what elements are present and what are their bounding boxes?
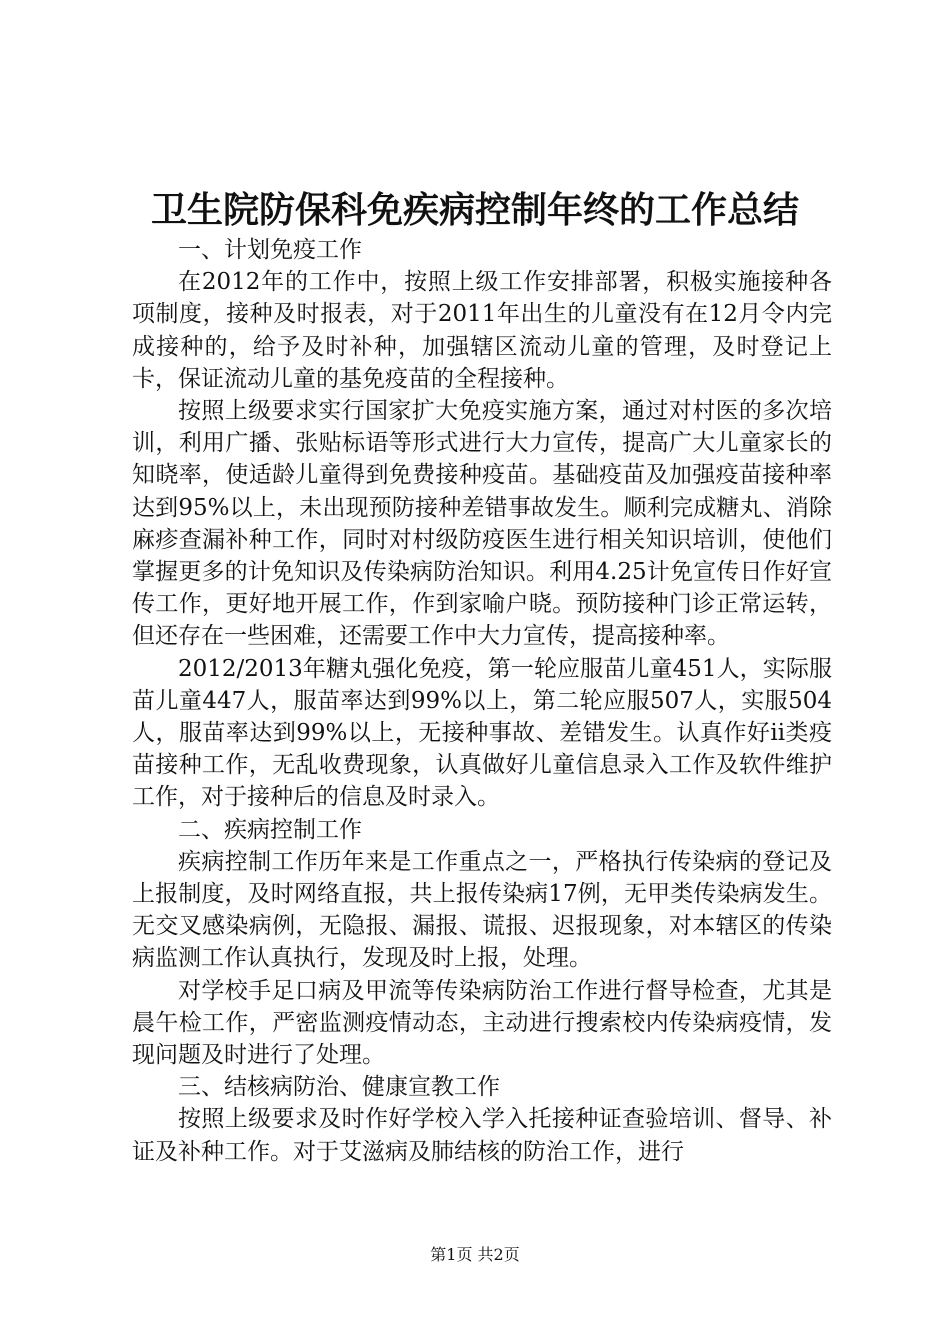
document-title: 卫生院防保科免疾病控制年终的工作总结	[150, 189, 799, 231]
document-body	[132, 234, 832, 1168]
paragraph: 按照上级要求实行国家扩大免疫实施方案，通过对村医的多次培训，利用广播、张贴标语等形式进行大力宣传，提高广大儿童家长的知晓率，使适龄儿童得到免费接种疫苗。基础疫苗及加强疫苗接种率达到95%以上，未出现预防接种差错事故发生。顺利完成糖丸、消除麻疹查漏补种工作，同时对村级防疫医生进行相关知识培训，使他们掌握更多的计免知识及传染病防治知识。利用4.25计免宣传日作好宣传工作，更好地开展工作，作到家喻户晓。预防接种门诊正常运转，但还存在一些困难，还需要工作中大力宣传，提高接种率。	[132, 398, 832, 650]
paragraph: 按照上级要求及时作好学校入学入托接种证查验培训、督导、补证及补种工作。对于艾滋病及肺结核的防治工作，进行	[132, 1106, 832, 1165]
page-footer: 第1页 共2页	[430, 1245, 520, 1264]
paragraph: 对学校手足口病及甲流等传染病防治工作进行督导检查，尤其是晨午检工作，严密监测疫情动态，主动进行搜索校内传染病疫情，发现问题及时进行了处理。	[132, 977, 832, 1069]
paragraph: 疾病控制工作历年来是工作重点之一，严格执行传染病的登记及上报制度，及时网络直报，共上报传染病17例，无甲类传染病发生。无交叉感染病例，无隐报、漏报、谎报、迟报现象，对本辖区的传染病监测工作认真执行，发现及时上报，处理。	[132, 848, 832, 972]
section-heading-tuberculosis: 三、结核病防治、健康宣教工作	[178, 1074, 500, 1101]
section-heading-immunization: 一、计划免疫工作	[178, 237, 362, 263]
paragraph: 在2012年的工作中，按照上级工作安排部署，积极实施接种各项制度，接种及时报表，对于2011年出生的儿童没有在12月令内完成接种的，给予及时补种，加强辖区流动儿童的管理，及时登记上卡，保证流动儿童的基免疫苗的全程接种。	[132, 269, 832, 392]
paragraph: 2012/2013年糖丸强化免疫，第一轮应服苗儿童451人，实际服苗儿童447人，服苗率达到99%以上，第二轮应服507人，实服504人，服苗率达到99%以上，无接种事故、差错发生。认真作好ii类疫苗接种工作，无乱收费现象，认真做好儿童信息录入工作及软件维护工作，对于接种后的信息及时录入。	[132, 655, 832, 811]
section-heading-disease-control: 二、疾病控制工作	[178, 816, 362, 843]
